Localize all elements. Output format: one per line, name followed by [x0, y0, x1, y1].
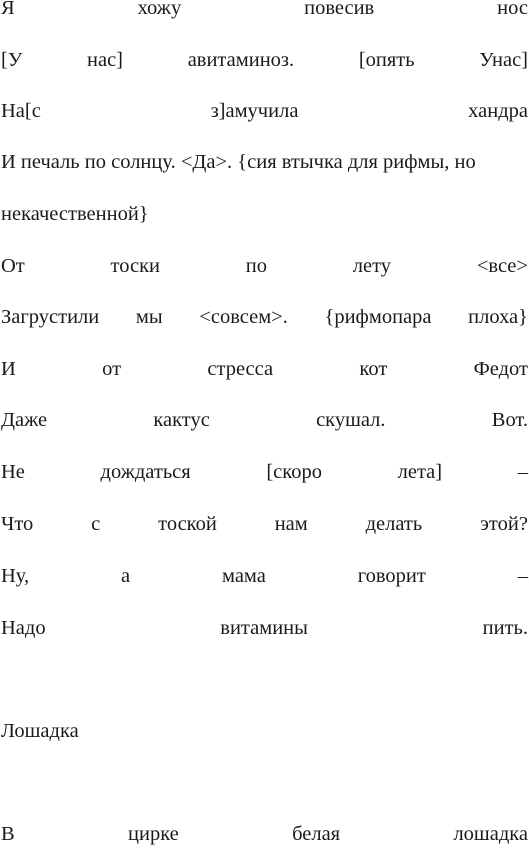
word: говорит [357, 565, 426, 587]
word: От [1, 255, 25, 277]
word: мама [222, 565, 266, 587]
word: стресса [207, 358, 274, 380]
text-line-4 [1, 147, 528, 177]
word: скушал. [316, 409, 386, 431]
word: Что [1, 513, 34, 535]
text-line-2 [1, 45, 528, 75]
word: [У [1, 49, 23, 71]
text-line-15 [1, 819, 528, 849]
word: <совсем>. [199, 306, 288, 328]
text-line-10 [1, 457, 528, 487]
word: [опять [358, 49, 415, 71]
word: Унас] [479, 49, 528, 71]
word: мы [135, 306, 163, 328]
word: этой? [480, 513, 528, 535]
word: делать [365, 513, 423, 535]
word: нам [274, 513, 308, 535]
text-line-12 [1, 561, 528, 591]
word: цирке [128, 823, 179, 845]
text-line-5 [1, 199, 528, 229]
word: лошадка [453, 823, 528, 845]
word: пить. [482, 617, 528, 639]
word: {рифмопара [324, 306, 432, 328]
word: с [91, 513, 101, 535]
word: <все> [476, 255, 528, 277]
word: хожу [137, 0, 182, 19]
word: а [121, 565, 131, 587]
word: Я [1, 0, 15, 19]
word: Надо [1, 617, 46, 639]
text-line-9 [1, 405, 528, 435]
word: дождаться [100, 461, 191, 483]
word: нос [497, 0, 528, 19]
word: витамины [220, 617, 308, 639]
text-line-8 [1, 354, 528, 384]
text-line-13 [1, 613, 528, 643]
text-line-7 [1, 302, 528, 332]
text: некачественной} [1, 203, 149, 225]
word: – [517, 461, 528, 483]
word: Даже [1, 409, 48, 431]
word: от [102, 358, 122, 380]
word: Ну, [1, 565, 30, 587]
word: повесив [304, 0, 375, 19]
word: В [1, 823, 15, 845]
word: нас] [87, 49, 124, 71]
word: лета] [397, 461, 443, 483]
text: И печаль по солнцу. <Да>. {сия втычка для рифмы, но [1, 151, 476, 173]
text: Лошадка [1, 720, 79, 742]
word: з]амучила [210, 100, 299, 122]
word: На[с [1, 100, 41, 122]
word: Загрустили [1, 306, 100, 328]
word: кот [359, 358, 388, 380]
word: по [245, 255, 268, 277]
word: белая [292, 823, 341, 845]
word: Вот. [491, 409, 528, 431]
text-line-3 [1, 96, 528, 126]
word: лету [352, 255, 392, 277]
poem-title [1, 716, 528, 746]
word: И [1, 358, 16, 380]
word: – [517, 565, 528, 587]
word: хандра [468, 100, 528, 122]
word: плоха} [468, 306, 528, 328]
word: [скоро [266, 461, 322, 483]
word: авитаминоз. [187, 49, 295, 71]
word: тоской [158, 513, 217, 535]
word: Федот [473, 358, 528, 380]
word: тоски [110, 255, 161, 277]
text-line-11 [1, 509, 528, 539]
text-line-6 [1, 251, 528, 281]
word: кактус [153, 409, 210, 431]
text-line-1 [1, 0, 528, 23]
word: Не [1, 461, 25, 483]
